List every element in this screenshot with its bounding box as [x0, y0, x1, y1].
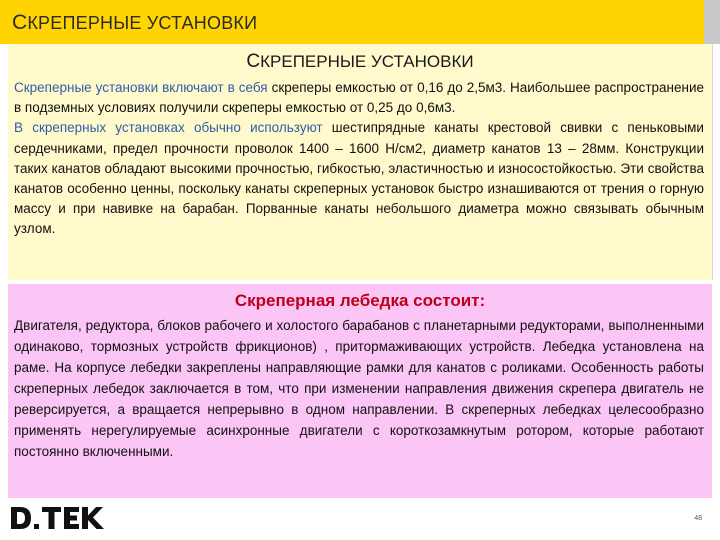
top-paragraph-2: [14, 118, 704, 239]
page-title-first-letter: С: [12, 11, 28, 34]
page-title-rest: КРЕПЕРНЫЕ УСТАНОВКИ: [27, 13, 258, 33]
dtek-logo: [8, 503, 108, 533]
top-paragraph-1-body: скреперы емкостью от 0,16 до 2,5м3. Наибольшее распространение в подземных условиях получили скреперы емкостью от 0,25 до 0,6м3.: [14, 80, 704, 116]
top-panel: [8, 44, 713, 280]
bottom-panel-title: Скреперная лебедка состоит:: [234, 291, 486, 310]
page-number: 48: [694, 515, 702, 522]
header-corner-decoration: [704, 0, 720, 44]
top-paragraph-2-highlight: В скреперных установках обычно используют: [14, 120, 323, 136]
bottom-panel-text: Двигателя, редуктора, блоков рабочего и холостого барабанов с планетарными редукторами, выполненными одинаково, тормозных устройств фрикционов) , притормаживающих устройств. Лебедка установлена на раме. На корпусе лебедки закреплены направляющие рамки для канатов с роликами. Особенность работы скреперных лебедок заключается в том, что при изменении направления движения скрепера двигатель не реверсируется, а вращается непрерывно в одном направлении. В скреперных лебедках целесообразно применять нерегулируемые асинхронные двигатели с короткозамкнутым ротором, которые работают постоянно включенными.: [14, 318, 704, 459]
footer: [0, 498, 720, 540]
slide-subtitle: [8, 51, 712, 73]
page-title: [12, 11, 257, 35]
header-bar: [0, 0, 720, 44]
bottom-panel: [8, 284, 712, 498]
slide-subtitle-first-letter: С: [246, 51, 261, 72]
top-paragraph-1: [14, 78, 704, 118]
top-paragraph-2-body: шестипрядные канаты крестовой свивки с пеньковыми сердечниками, предел прочности проволок 1400 – 1600 Н/см2, диаметр канатов 13 – 28мм. Конструкции таких канатов обладают высокими прочностью, гибкостью, эластичностью и износостойкостью. Эти свойства канатов особенно ценны, поскольку канаты скреперных установок быстро изнашиваются от трения о горную массу и при навивке на барабан. Порванные канаты небольшого диаметра можно связывать обычным узлом.: [14, 120, 704, 237]
top-panel-text: [14, 78, 704, 240]
top-paragraph-1-highlight: Скреперные установки включают в себя: [14, 80, 268, 95]
slide-subtitle-rest: КРЕПЕРНЫЕ УСТАНОВКИ: [260, 52, 474, 71]
